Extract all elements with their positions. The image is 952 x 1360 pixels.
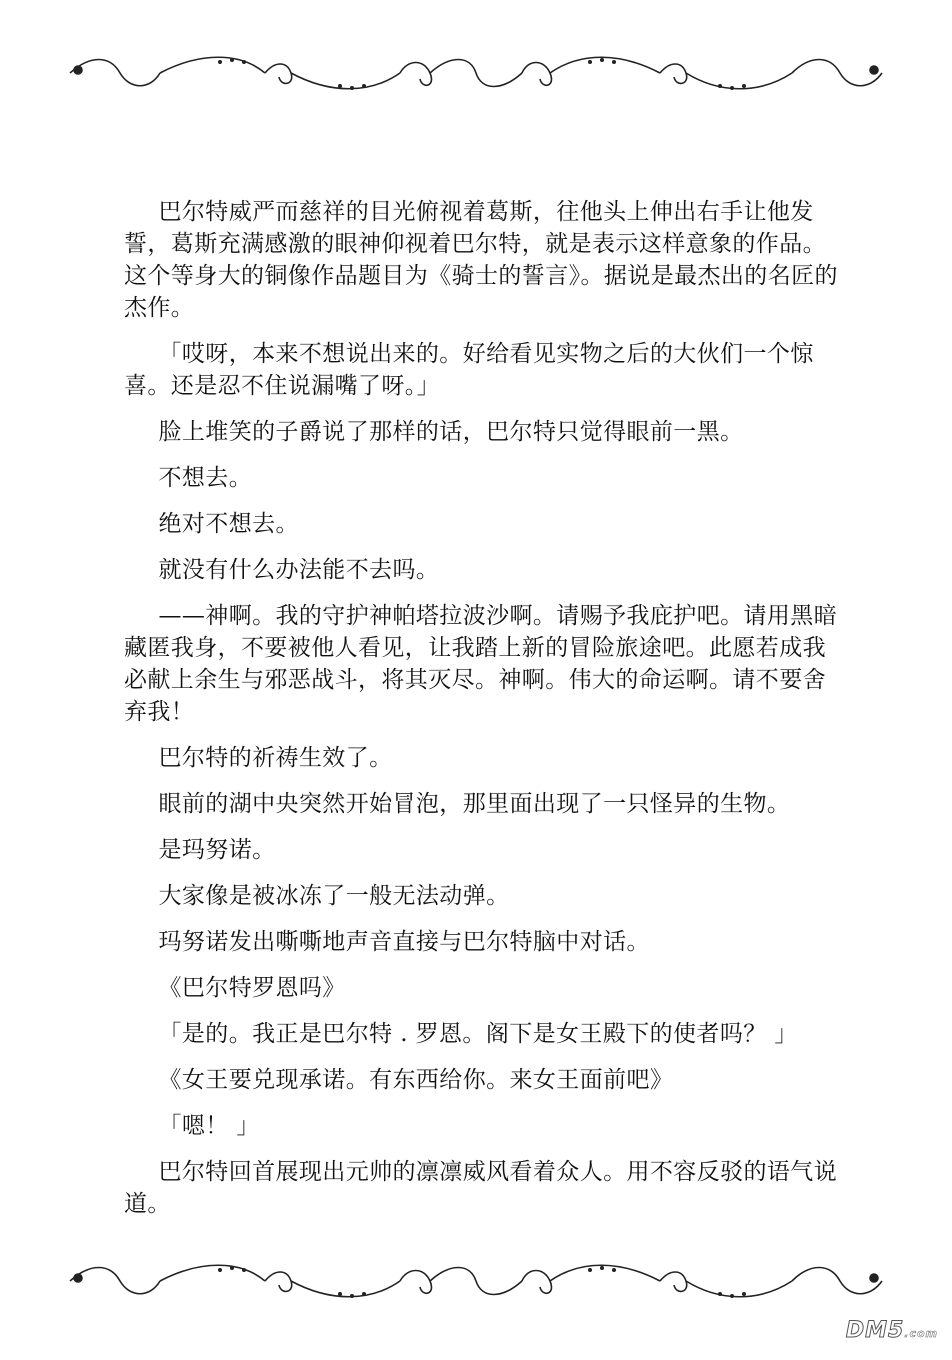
top-ornament-divider-icon (60, 50, 892, 96)
paragraph: 「嗯！ 」 (158, 1113, 260, 1139)
paragraph: 《巴尔特罗恩吗》 (158, 975, 346, 1001)
paragraph: 「哎呀，本来不想说出来的。好给看见实物之后的大伙们一个惊喜。还是忍不住说漏嘴了呀。」 (124, 341, 814, 399)
bottom-ornament-divider-icon (60, 1258, 892, 1304)
paragraph: 《女王要兑现承诺。有东西给你。来女王面前吧》 (158, 1067, 674, 1093)
paragraph: 不想去。 (158, 465, 253, 491)
paragraph: 脸上堆笑的子爵说了那样的话，巴尔特只觉得眼前一黑。 (158, 419, 744, 445)
text-body (124, 196, 846, 1234)
paragraph: 大家像是被冰冻了一般无法动弹。 (158, 883, 510, 909)
watermark-main-text: DM5 (845, 1318, 905, 1343)
site-watermark-logo (846, 1318, 938, 1343)
watermark-suffix-text: .com (904, 1327, 938, 1340)
paragraph: 绝对不想去。 (158, 511, 299, 537)
paragraph: 巴尔特的祈祷生效了。 (158, 745, 393, 771)
paragraph: 就没有什么办法能不去吗。 (158, 557, 440, 583)
paragraph: 巴尔特回首展现出元帅的凛凛威风看着众人。用不容反驳的语气说道。 (124, 1159, 838, 1217)
paragraph: 「是的。我正是巴尔特 . 罗恩。阁下是女王殿下的使者吗？ 」 (158, 1021, 798, 1047)
paragraph: 眼前的湖中央突然开始冒泡，那里面出现了一只怪异的生物。 (158, 791, 791, 817)
paragraph: 是玛努诺。 (158, 837, 276, 863)
paragraph: ——神啊。我的守护神帕塔拉波沙啊。请赐予我庇护吧。请用黑暗藏匿我身，不要被他人看见，让我踏上新的冒险旅途吧。此愿若成我必献上余生与邪恶战斗，将其灭尽。神啊。伟大的命运啊。请不要舍弃我！ (124, 603, 838, 725)
paragraph: 玛努诺发出嘶嘶地声音直接与巴尔特脑中对话。 (158, 929, 650, 955)
paragraph: 巴尔特威严而慈祥的目光俯视着葛斯，往他头上伸出右手让他发誓，葛斯充满感激的眼神仰视着巴尔特，就是表示这样意象的作品。这个等身大的铜像作品题目为《骑士的誓言》。据说是最杰出的名匠的杰作。 (124, 199, 838, 321)
